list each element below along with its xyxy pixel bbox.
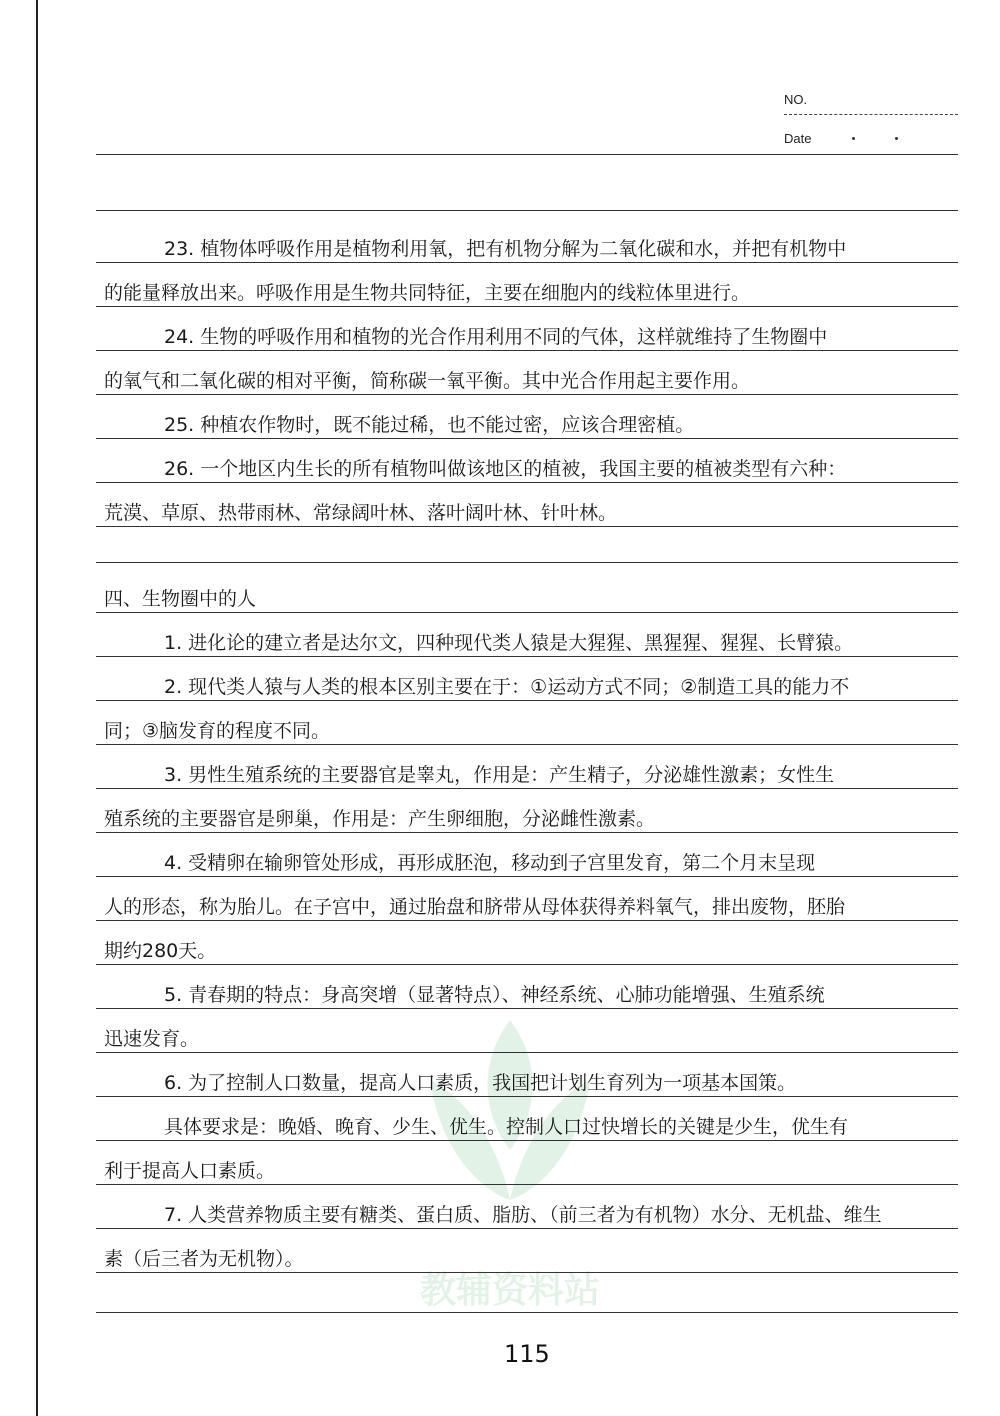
note-line: 素（后三者为无机物）。 <box>104 1248 304 1270</box>
note-line: 期约280天。 <box>104 940 217 962</box>
note-line: 24. 生物的呼吸作用和植物的光合作用利用不同的气体，这样就维持了生物圈中 <box>164 326 828 348</box>
note-line: 3. 男性生殖系统的主要器官是睾丸，作用是：产生精子，分泌雄性激素；女性生 <box>164 764 835 786</box>
section-heading: 四、生物圈中的人 <box>104 588 257 610</box>
ruled-line <box>96 964 958 965</box>
note-line: 的氧气和二氧化碳的相对平衡，简称碳一氧平衡。其中光合作用起主要作用。 <box>104 370 751 392</box>
note-line: 同；③脑发育的程度不同。 <box>104 720 331 742</box>
note-line: 6. 为了控制人口数量，提高人口素质，我国把计划生育列为一项基本国策。 <box>164 1072 797 1094</box>
ruled-line <box>96 788 958 789</box>
note-line: 的能量释放出来。呼吸作用是生物共同特征，主要在细胞内的线粒体里进行。 <box>104 282 751 304</box>
ruled-line <box>96 876 958 877</box>
note-line: 25. 种植农作物时，既不能过稀，也不能过密，应该合理密植。 <box>164 414 695 436</box>
number-label: NO. <box>784 92 808 107</box>
ruled-line <box>96 154 958 155</box>
page-number: 115 <box>504 1340 550 1368</box>
note-line: 5. 青春期的特点：身高突增（显著特点）、神经系统、心肺功能增强、生殖系统 <box>164 984 825 1006</box>
ruled-line <box>96 700 958 701</box>
note-line: 迅速发育。 <box>104 1028 200 1050</box>
note-line: 26. 一个地区内生长的所有植物叫做该地区的植被，我国主要的植被类型有六种： <box>164 458 847 480</box>
note-line: 1. 进化论的建立者是达尔文，四种现代类人猿是大猩猩、黑猩猩、猩猩、长臂猿。 <box>164 632 854 654</box>
ruled-line <box>96 1272 958 1273</box>
ruled-line <box>96 832 958 833</box>
number-dotted-line <box>784 114 958 115</box>
ruled-line <box>96 612 958 613</box>
ruled-line <box>96 1052 958 1053</box>
note-line: 7. 人类营养物质主要有糖类、蛋白质、脂肪、（前三者为有机物）水分、无机盐、维生 <box>164 1204 882 1226</box>
date-label: Date <box>784 131 812 146</box>
ruled-line <box>96 1228 958 1229</box>
ruled-line <box>96 526 958 527</box>
note-line: 具体要求是：晚婚、晚育、少生、优生。控制人口过快增长的关键是少生，优生有 <box>164 1116 849 1138</box>
date-dot <box>895 137 898 140</box>
ruled-line <box>96 1184 958 1185</box>
note-line: 23. 植物体呼吸作用是植物利用氧，把有机物分解为二氧化碳和水，并把有机物中 <box>164 238 847 260</box>
ruled-line <box>96 1008 958 1009</box>
ruled-line <box>96 262 958 263</box>
ruled-line <box>96 210 958 211</box>
watermark-text: 教辅资料站 <box>419 1270 600 1311</box>
ruled-line <box>96 394 958 395</box>
ruled-line <box>96 920 958 921</box>
ruled-line <box>96 562 958 563</box>
note-line: 荒漠、草原、热带雨林、常绿阔叶林、落叶阔叶林、针叶林。 <box>104 502 618 524</box>
note-line: 人的形态，称为胎儿。在子宫中，通过胎盘和脐带从母体获得养料氧气，排出废物，胚胎 <box>104 896 846 918</box>
ruled-line <box>96 306 958 307</box>
ruled-line <box>96 482 958 483</box>
ruled-line <box>96 350 958 351</box>
note-line: 4. 受精卵在输卵管处形成，再形成胚泡，移动到子宫里发育，第二个月末呈现 <box>164 852 816 874</box>
ruled-line <box>96 1096 958 1097</box>
ruled-line <box>96 1140 958 1141</box>
note-line: 利于提高人口素质。 <box>104 1160 276 1182</box>
ruled-line <box>96 656 958 657</box>
ruled-line <box>96 438 958 439</box>
note-line: 殖系统的主要器官是卵巢，作用是：产生卵细胞，分泌雌性激素。 <box>104 808 656 830</box>
ruled-line <box>96 744 958 745</box>
date-dot <box>852 137 855 140</box>
note-line: 2. 现代类人猿与人类的根本区别主要在于：①运动方式不同；②制造工具的能力不 <box>164 676 850 698</box>
ruled-line <box>96 1312 958 1313</box>
left-margin-line <box>36 0 38 1416</box>
